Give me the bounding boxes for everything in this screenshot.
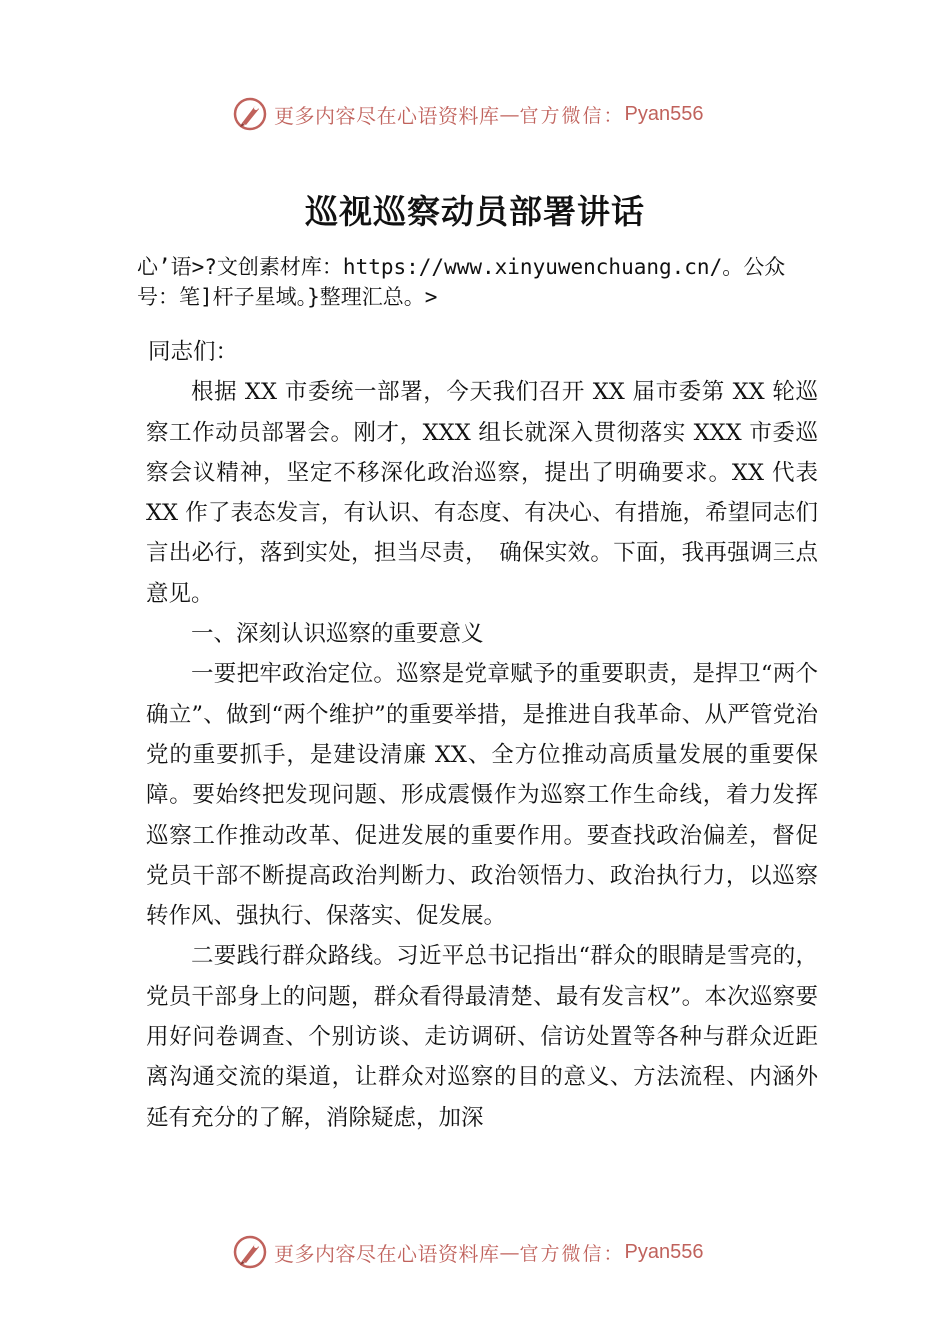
watermark-banner-bottom — [232, 1232, 703, 1272]
watermark-site-text: 更多内容尽在心语资料库 — [274, 1241, 500, 1266]
paragraph-mass-line: 二要践行群众路线。习近平总书记指出“群众的眼睛是雪亮的，党员干部身上的问题，群众看得最清楚、最有发言权”。本次巡察要用好问卷调查、个别访谈、走访调研、信访处置等各种与群众近距离沟通交流的渠道，让群众对巡察的目的意义、方法流程、内涵外延有充分的了解，消除疑虑，加深 — [146, 943, 818, 1131]
section-heading-1: 一、深刻认识巡察的重要意义 — [191, 621, 484, 648]
document-body — [146, 332, 818, 1138]
watermark-wechat-id: Pyan556 — [624, 1240, 704, 1263]
watermark-banner-top — [232, 94, 703, 134]
watermark-wechat-id: Pyan556 — [624, 102, 704, 125]
watermark-wechat-label: 官方微信： — [519, 104, 625, 127]
paragraph-intro: 根据 XX 市委统一部署，今天我们召开 XX 届市委第 XX 轮巡察工作动员部署会。刚才，XXX 组长就深入贯彻落实 XXX 市委巡察会议精神，坚定不移深化政治巡察，提出了明确要求。XX 代表 XX 作了表态发言，有认识、有态度、有决心、有措施，希望同志们言出必行，落到实处，担当尽责， 确保实效。下面，我再强调三点意见。 — [146, 379, 818, 607]
watermark-wechat-label: 官方微信： — [519, 1242, 625, 1265]
watermark-site-text: 更多内容尽在心语资料库 — [274, 103, 500, 128]
paragraph-political-positioning: 一要把牢政治定位。巡察是党章赋予的重要职责，是捍卫“两个确立”、做到“两个维护”的重要举措，是推进自我革命、从严管党治党的重要抓手，是建设清廉 XX、全方位推动高质量发展的重要保障。要始终把发现问题、形成震慑作为巡察工作生命线，着力发挥巡察工作推动改革、促进发展的重要作用。要查找政治偏差，督促党员干部不断提高政治判断力、政治领悟力、政治执行力，以巡察转作风、强执行、保落实、促发展。 — [146, 661, 818, 930]
watermark-separator: — — [499, 102, 520, 126]
watermark-separator: — — [499, 1240, 520, 1264]
document-title: 巡视巡察动员部署讲话 — [305, 192, 645, 231]
pen-logo-icon — [232, 1234, 268, 1270]
salutation: 同志们： — [148, 339, 239, 365]
pen-logo-icon — [232, 96, 268, 132]
source-line: 心’语>?文创素材库：https://www.xinyuwenchuang.cn/。公众号：笔]杆子星域。}整理汇总。> — [137, 255, 786, 309]
